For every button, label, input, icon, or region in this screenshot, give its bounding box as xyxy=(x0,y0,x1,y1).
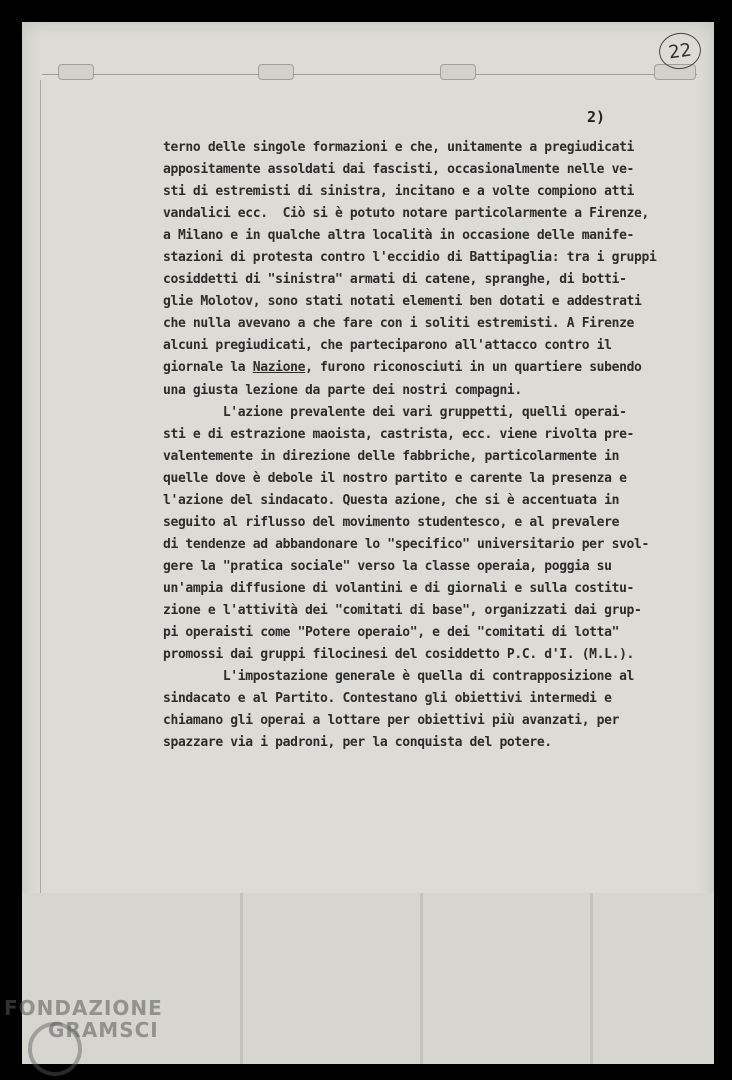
text-line: pi operaisti come "Potere operaio", e dei "comitati di lotta" xyxy=(163,625,620,641)
text-line: l'azione del sindacato. Questa azione, che si è accentuata in xyxy=(163,492,620,508)
text-line: glie Molotov, sono stati notati elementi ben dotati e addestrati xyxy=(163,294,642,310)
binder-tab xyxy=(58,64,94,80)
text-line: un'ampia diffusione di volantini e di giornali e sulla costitu- xyxy=(163,580,635,596)
text-line: alcuni pregiudicati, che parteciparono all'attacco contro il xyxy=(163,338,612,354)
text-line: zione e l'attività dei "comitati di base", organizzati dai grup- xyxy=(163,602,642,618)
binder-tab xyxy=(258,64,294,80)
fold-line xyxy=(40,80,41,925)
text-line: promossi dai gruppi filocinesi del cosiddetto P.C. d'I. (M.L.). xyxy=(163,647,635,663)
folio-number: 22 xyxy=(657,30,704,71)
text-segment: giornale la xyxy=(163,360,253,376)
text-line: quelle dove è debole il nostro partito e carente la presenza e xyxy=(163,470,627,486)
text-line: a Milano e in qualche altra località in occasione delle manife- xyxy=(163,228,635,244)
text-line: sindacato e al Partito. Contestano gli obiettivi intermedi e xyxy=(163,691,612,707)
watermark xyxy=(4,998,163,1040)
binder-tab xyxy=(440,64,476,80)
page-number: 2) xyxy=(587,108,606,126)
text-line: che nulla avevano a che fare con i soliti estremisti. A Firenze xyxy=(163,316,635,332)
text-line: una giusta lezione da parte dei nostri compagni. xyxy=(163,382,522,398)
text-line: L'azione prevalente dei vari gruppetti, quelli operai- xyxy=(163,404,627,420)
text-line: sti di estremisti di sinistra, incitano e a volte compiono atti xyxy=(163,184,635,200)
text-line: valentemente in direzione delle fabbriche, particolarmente in xyxy=(163,448,620,464)
text-line: cosiddetti di "sinistra" armati di catene, spranghe, di botti- xyxy=(163,272,627,288)
text-line: appositamente assoldati dai fascisti, occasionalmente nelle ve- xyxy=(163,162,635,178)
scan-streak xyxy=(240,893,243,1064)
text-line: sti e di estrazione maoista, castrista, ecc. viene rivolta pre- xyxy=(163,426,635,442)
text-line: terno delle singole formazioni e che, unitamente a pregiudicati xyxy=(163,140,635,155)
text-line: vandalici ecc. Ciò si è potuto notare particolarmente a Firenze, xyxy=(163,206,649,222)
text-segment: , furono riconosciuti in un quartiere subendo xyxy=(305,360,642,376)
text-line: stazioni di protesta contro l'eccidio di Battipaglia: tra i gruppi xyxy=(163,250,657,266)
document-body xyxy=(163,137,663,754)
text-line: di tendenze ad abbandonare lo "specifico" universitario per svol- xyxy=(163,536,649,552)
watermark-line2: GRAMSCI xyxy=(48,1018,159,1042)
text-line: chiamano gli operai a lottare per obiettivi più avanzati, per xyxy=(163,713,620,729)
watermark-line1: FONDAZIONE xyxy=(4,996,163,1020)
text-line: spazzare via i padroni, per la conquista del potere. xyxy=(163,735,552,751)
underlined-newspaper-name: Nazione xyxy=(252,360,306,376)
text-line: seguito al riflusso del movimento studentesco, e al prevalere xyxy=(163,514,620,530)
text-line: gere la "pratica sociale" verso la classe operaia, poggia su xyxy=(163,558,612,574)
text-line xyxy=(163,357,663,379)
scan-streak xyxy=(590,893,593,1064)
scan-streak xyxy=(420,893,423,1064)
text-line: L'impostazione generale è quella di contrapposizione al xyxy=(163,669,635,685)
